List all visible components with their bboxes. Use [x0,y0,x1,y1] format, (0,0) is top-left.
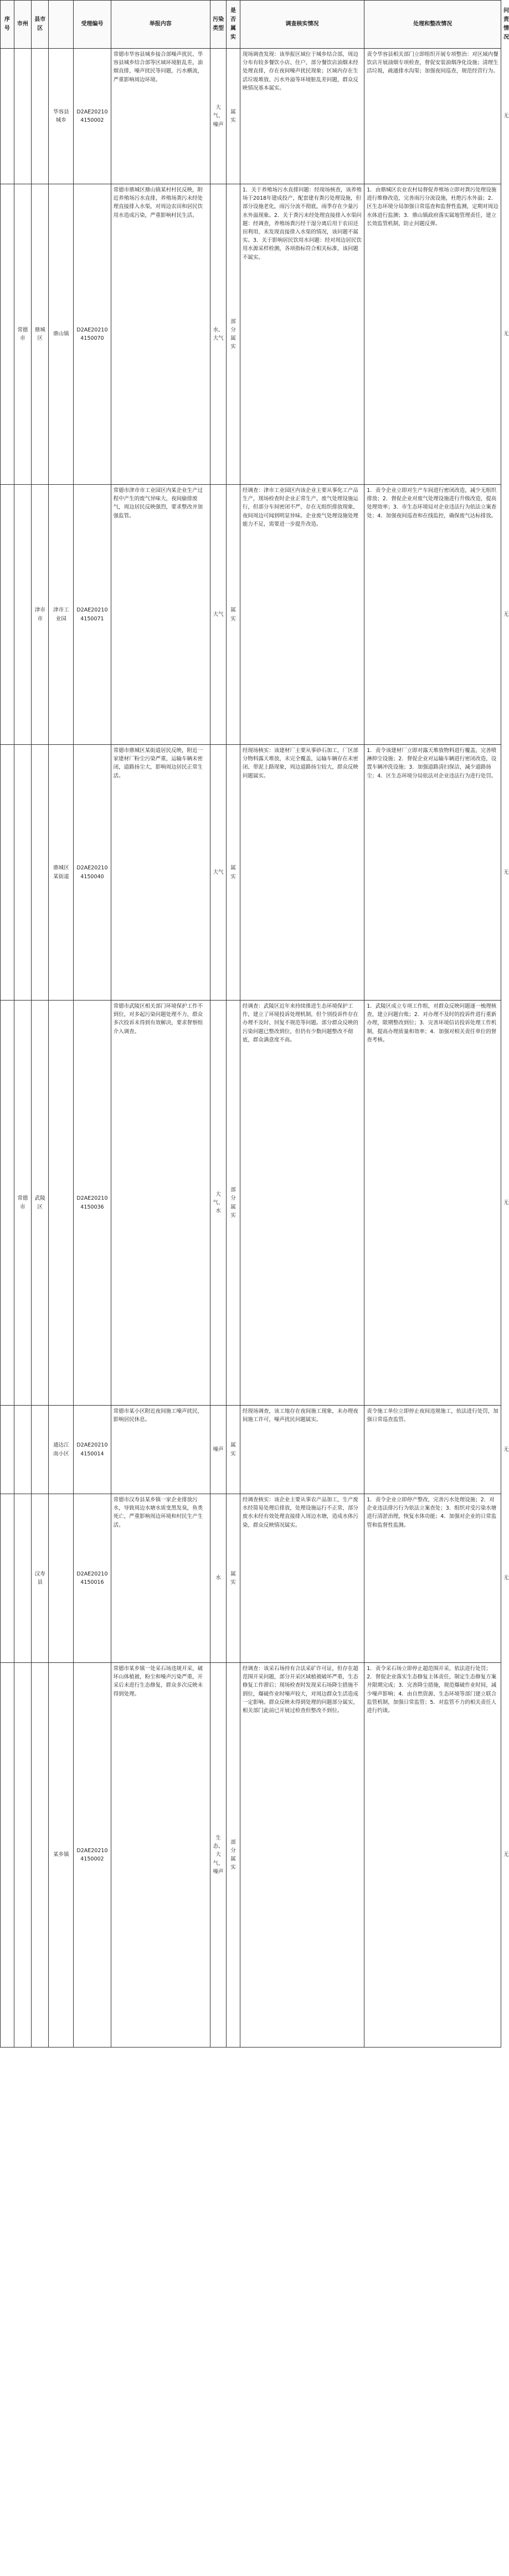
row-pollution-type: 大气 [210,745,227,1001]
row-pollution-type: 生态、大气、噪声 [210,1663,227,2048]
row-pollution-type: 水 [210,1494,227,1663]
row-investigation: 经现场调查，该工地存在夜间施工现象，未办理夜间施工许可，噪声扰民问题属实。 [240,1406,364,1494]
header-cell: 是否属实 [227,1,240,49]
row-area: 某乡镇 [49,1663,74,2048]
header-cell: 举报内容 [111,1,210,49]
row-pollution-type: 噪声 [210,1406,227,1494]
row-city [14,745,31,1001]
row-complaint-content: 常德市武陵区相关部门环境保护工作不到位，对多起污染问题处理不力，群众多次投诉未得到有效解决，要求督察组介入调查。 [111,1001,210,1406]
table-row: 鼎城区某街道 D2AE202104150040 常德市鼎城区某街道居民反映，附近一家建材厂粉尘污染严重，运输车辆未密闭，道路扬尘大，影响周边居民正常生活。 大气 属实 经现场核实：该建材厂主要从事砂石加工，厂区部分物料露天堆放，未完全覆盖，运输车辆存在未密闭、带泥上路现象，周边道路扬尘较大，群众反映问题属实。 1．责令该建材厂立即对露天堆放物料进行覆盖，完善喷淋抑尘设施；2．督促企业对运输车辆进行密闭改造，设置车辆冲洗设施；3．加强道路清扫保洁，减少道路扬尘；4．区生态环境分局依法对企业违法行为进行处罚。 无 [1,745,501,1001]
header-cell: 污染类型 [210,1,227,49]
row-county [32,1406,49,1494]
row-complaint-content: 常德市某乡镇一处采石场违规开采，破坏山体植被，粉尘和噪声污染严重，开采后未进行生态修复，群众多次反映未得到处理。 [111,1663,210,2048]
row-complaint-content: 常德市鼎城区鼎山镇某村村民反映，附近养殖场污水直排，养殖场粪污未经处理直接排入水渠，对周边农田和居民饮用水造成污染，严重影响村民生活。 [111,184,210,485]
header-cell: 受理编号 [74,1,111,49]
row-city [14,49,31,184]
row-area: 鼎山镇 [49,184,74,485]
row-number [1,49,14,184]
row-city: 常德市 [14,1001,31,1406]
row-rectification: 1．责令该建材厂立即对露天堆放物料进行覆盖，完善喷淋抑尘设施；2．督促企业对运输车辆进行密闭改造，设置车辆冲洗设施；3．加强道路清扫保洁，减少道路扬尘；4．区生态环境分局依法对企业违法行为进行处罚。 [364,745,501,1001]
row-verified: 属实 [227,1494,240,1663]
row-rectification: 1．由鼎城区农业农村局督促养殖场立即对粪污处理设施进行维修改造，完善雨污分流设施，杜绝污水外溢；2．区生态环境分局加强日常巡查和监督性监测，定期对周边水体进行监测；3．鼎山镇政府落实属地管理责任，建立长效监管机制，防止问题反弹。 [364,184,501,485]
table-row: 津市市 津市工业园 D2AE202104150071 常德市津市市工业园区内某企业生产过程中产生的废气异味大，夜间偷排废气，周边居民反映强烈，要求整改并加强监管。 大气 属实 经调查：津市工业园区内该企业主要从事化工产品生产，现场检查时企业正常生产，废气处理设施运行，但部分车间密闭不严，存在无组织排放现象，夜间周边可闻到明显异味。企业废气处理设施处理能力不足，需要进一步提升改造。 1．责令企业立即对生产车间进行密闭改造，减少无组织排放；2．督促企业对废气处理设施进行升级改造，提高处理效率；3．市生态环境局对企业违法行为依法立案查处；4．加强夜间巡查和在线监控，确保废气达标排放。 无 [1,485,501,745]
row-city: 常德市 [14,184,31,485]
header-cell [49,1,74,49]
row-case-id: D2AE202104150002 [74,1663,111,2048]
row-rectification: 1．责令企业立即停产整改，完善污水处理设施；2．对企业违法排污行为依法立案查处；3．组织对受污染水塘进行清淤治理，恢复水体功能；4．加强对企业的日常监管和监督性监测。 [364,1494,501,1663]
row-area: 通达江南小区 [49,1406,74,1494]
row-county: 武陵区 [32,1001,49,1406]
row-county: 津市市 [32,485,49,745]
table-row: 汉寿县 D2AE202104150016 常德市汉寿县某乡镇一家企业排放污水，导致周边水塘水质变黑发臭，鱼类死亡，严重影响周边环境和村民生产生活。 水 属实 经调查核实：该企业主要从事农产品加工，生产废水经简易处理后排放，处理设施运行不正常，部分废水未经有效处理直接排入周边水塘，造成水体污染，群众反映情况属实。 1．责令企业立即停产整改，完善污水处理设施；2．对企业违法排污行为依法立案查处；3．组织对受污染水塘进行清淤治理，恢复水体功能；4．加强对企业的日常监管和监督性监测。 无 [1,1494,501,1663]
row-investigation: 经现场核实：该建材厂主要从事砂石加工，厂区部分物料露天堆放，未完全覆盖，运输车辆存在未密闭、带泥上路现象，周边道路扬尘较大，群众反映问题属实。 [240,745,364,1001]
row-investigation: 经调查核实：该企业主要从事农产品加工，生产废水经简易处理后排放，处理设施运行不正常，部分废水未经有效处理直接排入周边水塘，造成水体污染，群众反映情况属实。 [240,1494,364,1663]
row-case-id: D2AE202104150036 [74,1001,111,1406]
table-header-row: 序号 市州 县市区 受理编号 举报内容 污染类型 是否属实 调查核实情况 处理和整改情况 问责情况 [1,1,501,49]
row-area [49,1494,74,1663]
row-county [32,745,49,1001]
row-county [32,49,49,184]
header-cell: 市州 [14,1,31,49]
row-rectification: 1．责令企业立即对生产车间进行密闭改造，减少无组织排放；2．督促企业对废气处理设施进行升级改造，提高处理效率；3．市生态环境局对企业违法行为依法立案查处；4．加强夜间巡查和在线监控，确保废气达标排放。 [364,485,501,745]
header-cell: 序号 [1,1,14,49]
row-case-id: D2AE202104150014 [74,1406,111,1494]
row-rectification: 1．武陵区成立专项工作组，对群众反映问题逐一梳理核查，建立问题台账；2．对办理不及时的投诉件进行重新办理，限期整改到位；3．完善环境信访投诉处理工作机制，提高办理质量和效率；4．加强对相关责任单位的督查考核。 [364,1001,501,1406]
row-complaint-content: 常德市某小区附近夜间施工噪声扰民，影响居民休息。 [111,1406,210,1494]
row-investigation: 经调查：津市工业园区内该企业主要从事化工产品生产，现场检查时企业正常生产，废气处理设施运行，但部分车间密闭不严，存在无组织排放现象，夜间周边可闻到明显异味。企业废气处理设施处理能力不足，需要进一步提升改造。 [240,485,364,745]
row-investigation: 经调查：该采石场持有合法采矿许可证，但存在超范围开采问题，部分开采区域植被破坏严重，生态修复工作滞后；现场检查时发现采石场降尘措施不到位，爆破作业时噪声较大，对周边群众生活造成一定影响。群众反映未得到处理的问题部分属实，相关部门此前已开展过检查但整改不到位。 [240,1663,364,2048]
row-case-id: D2AE202104150040 [74,745,111,1001]
row-pollution-type: 大气、噪声 [210,49,227,184]
row-city [14,1663,31,2048]
row-complaint-content: 常德市鼎城区某街道居民反映，附近一家建材厂粉尘污染严重，运输车辆未密闭，道路扬尘大，影响周边居民正常生活。 [111,745,210,1001]
header-cell: 处理和整改情况 [364,1,501,49]
row-number [1,1001,14,1406]
row-area: 华容县城乡 [49,49,74,184]
row-verified: 属实 [227,745,240,1001]
row-area [49,1001,74,1406]
row-county: 汉寿县 [32,1494,49,1663]
row-investigation: 1．关于养殖场污水直排问题：经现场核查，该养殖场于2018年建成投产，配套建有粪污处理设施，但部分设施老化，雨污分流不彻底，雨季存在少量污水外溢现象。2．关于粪污未经处理直接排入水渠问题：经调查，养殖场粪污经干湿分离后用于农田还田利用，未发现直接排入水渠的情况，该问题不属实。3．关于影响居民饮用水问题：经对周边居民饮用水源采样检测，各项指标符合相关标准，该问题不属实。 [240,184,364,485]
row-city [14,1406,31,1494]
row-area: 津市工业园 [49,485,74,745]
row-rectification: 责令施工单位立即停止夜间违规施工，依法进行处罚，加强日常巡查监管。 [364,1406,501,1494]
row-verified: 部分属实 [227,1001,240,1406]
row-pollution-type: 水、大气 [210,184,227,485]
row-case-id: D2AE202104150016 [74,1494,111,1663]
table-row: 通达江南小区 D2AE202104150014 常德市某小区附近夜间施工噪声扰民，影响居民休息。 噪声 属实 经现场调查，该工地存在夜间施工现象，未办理夜间施工许可，噪声扰民问题属实。 责令施工单位立即停止夜间违规施工，依法进行处罚，加强日常巡查监管。 无 [1,1406,501,1494]
row-verified: 属实 [227,485,240,745]
row-complaint-content: 常德市华容县城乡接合部噪声扰民、华容县城乡结合部等区域环境脏乱差，油烟直排，噪声扰民等问题，污水横流，严重影响周边环境。 [111,49,210,184]
row-pollution-type: 大气 [210,485,227,745]
table-row: 华容县城乡 D2AE202104150002 常德市华容县城乡接合部噪声扰民、华容县城乡结合部等区域环境脏乱差，油烟直排，噪声扰民等问题，污水横流，严重影响周边环境。 大气、噪声 属实 现场调查发现：该举报区域位于城乡结合部，周边分布有较多餐饮小店、住户，部分餐饮店油烟未经处理直排，存在夜间噪声扰民现象；区域内存在生活垃圾堆放、污水外溢等环境脏乱差问题，群众反映情况基本属实。 责令华容县相关部门立即组织开展专项整治：对区域内餐饮店开展油烟专项检查，督促安装油烟净化设施；清理生活垃圾，疏通排水沟渠；加强夜间巡查，规范经营行为。 无 [1,49,501,184]
row-verified: 部分属实 [227,1663,240,2048]
row-complaint-content: 常德市津市市工业园区内某企业生产过程中产生的废气异味大，夜间偷排废气，周边居民反映强烈，要求整改并加强监管。 [111,485,210,745]
row-number [1,1494,14,1663]
row-investigation: 现场调查发现：该举报区域位于城乡结合部，周边分布有较多餐饮小店、住户，部分餐饮店油烟未经处理直排，存在夜间噪声扰民现象；区域内存在生活垃圾堆放、污水外溢等环境脏乱差问题，群众反映情况基本属实。 [240,49,364,184]
row-area: 鼎城区某街道 [49,745,74,1001]
row-investigation: 经调查：武陵区近年来持续推进生态环境保护工作，建立了环境投诉处理机制，但个别投诉件存在办理不及时、回复不规范等问题。部分群众反映的污染问题已整改到位，但仍有少数问题整改不彻底，群众满意度不高。 [240,1001,364,1406]
row-county: 鼎城区 [32,184,49,485]
row-case-id: D2AE202104150002 [74,49,111,184]
row-verified: 属实 [227,49,240,184]
row-number [1,1406,14,1494]
header-cell: 县市区 [32,1,49,49]
row-number [1,745,14,1001]
row-county [32,1663,49,2048]
row-case-id: D2AE202104150071 [74,485,111,745]
row-number [1,184,14,485]
row-city [14,485,31,745]
row-rectification: 1．责令采石场立即停止超范围开采，依法进行处罚；2．督促企业落实生态修复主体责任，制定生态修复方案并限期完成；3．完善降尘措施，规范爆破作业时间，减少噪声影响；4．由自然资源、生态环境等部门建立联合监管机制，加强日常监管；5．对监管不力的相关责任人进行约谈。 [364,1663,501,2048]
row-number [1,1663,14,2048]
header-cell: 调查核实情况 [240,1,364,49]
row-city [14,1494,31,1663]
row-case-id: D2AE202104150070 [74,184,111,485]
table-row: 常德市 武陵区 D2AE202104150036 常德市武陵区相关部门环境保护工作不到位，对多起污染问题处理不力，群众多次投诉未得到有效解决，要求督察组介入调查。 大气、水 部分属实 经调查：武陵区近年来持续推进生态环境保护工作，建立了环境投诉处理机制，但个别投诉件存在办理不及时、回复不规范等问题。部分群众反映的污染问题已整改到位，但仍有少数问题整改不彻底，群众满意度不高。 1．武陵区成立专项工作组，对群众反映问题逐一梳理核查，建立问题台账；2．对办理不及时的投诉件进行重新办理，限期整改到位；3．完善环境信访投诉处理工作机制，提高办理质量和效率；4．加强对相关责任单位的督查考核。 无 [1,1001,501,1406]
table-row: 某乡镇 D2AE202104150002 常德市某乡镇一处采石场违规开采，破坏山体植被，粉尘和噪声污染严重，开采后未进行生态修复，群众多次反映未得到处理。 生态、大气、噪声 部分属实 经调查：该采石场持有合法采矿许可证，但存在超范围开采问题，部分开采区域植被破坏严重，生态修复工作滞后；现场检查时发现采石场降尘措施不到位，爆破作业时噪声较大，对周边群众生活造成一定影响。群众反映未得到处理的问题部分属实，相关部门此前已开展过检查但整改不到位。 1．责令采石场立即停止超范围开采，依法进行处罚；2．督促企业落实生态修复主体责任，制定生态修复方案并限期完成；3．完善降尘措施，规范爆破作业时间，减少噪声影响；4．由自然资源、生态环境等部门建立联合监管机制，加强日常监管；5．对监管不力的相关责任人进行约谈。 无 [1,1663,501,2048]
row-verified: 属实 [227,1406,240,1494]
row-rectification: 责令华容县相关部门立即组织开展专项整治：对区域内餐饮店开展油烟专项检查，督促安装油烟净化设施；清理生活垃圾，疏通排水沟渠；加强夜间巡查，规范经营行为。 [364,49,501,184]
row-verified: 部分属实 [227,184,240,485]
row-complaint-content: 常德市汉寿县某乡镇一家企业排放污水，导致周边水塘水质变黑发臭，鱼类死亡，严重影响周边环境和村民生产生活。 [111,1494,210,1663]
table-row: 常德市 鼎城区 鼎山镇 D2AE202104150070 常德市鼎城区鼎山镇某村村民反映，附近养殖场污水直排，养殖场粪污未经处理直接排入水渠，对周边农田和居民饮用水造成污染，严重影响村民生活。 水、大气 部分属实 1．关于养殖场污水直排问题：经现场核查，该养殖场于2018年建成投产，配套建有粪污处理设施，但部分设施老化，雨污分流不彻底，雨季存在少量污水外溢现象。2．关于粪污未经处理直接排入水渠问题：经调查，养殖场粪污经干湿分离后用于农田还田利用，未发现直接排入水渠的情况，该问题不属实。3．关于影响居民饮用水问题：经对周边居民饮用水源采样检测，各项指标符合相关标准，该问题不属实。 1．由鼎城区农业农村局督促养殖场立即对粪污处理设施进行维修改造，完善雨污分流设施，杜绝污水外溢；2．区生态环境分局加强日常巡查和监督性监测，定期对周边水体进行监测；3．鼎山镇政府落实属地管理责任，建立长效监管机制，防止问题反弹。 无 [1,184,501,485]
row-pollution-type: 大气、水 [210,1001,227,1406]
row-number [1,485,14,745]
